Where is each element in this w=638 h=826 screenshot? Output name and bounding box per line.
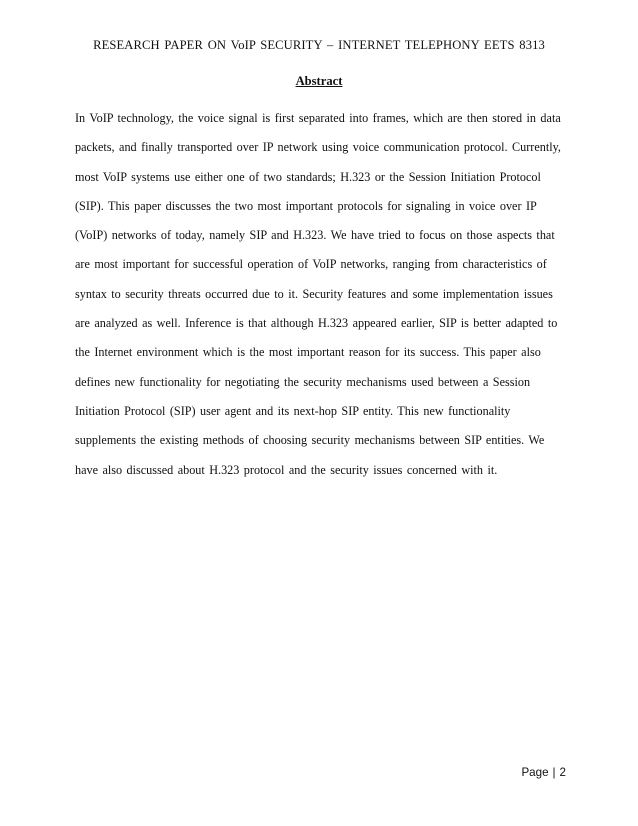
abstract-line: syntax to security threats occurred due to it. Security features and some implementation issues [75, 286, 553, 301]
abstract-body [75, 104, 570, 485]
abstract-line: most VoIP systems use either one of two standards; H.323 or the Session Initiation Protocol [75, 169, 541, 184]
page-footer [521, 766, 566, 779]
page-separator: | [552, 766, 556, 779]
abstract-line: (VoIP) networks of today, namely SIP and H.323. We have tried to focus on those aspects that [75, 228, 555, 243]
abstract-line: the Internet environment which is the most important reason for its success. This paper also [75, 345, 541, 360]
abstract-heading: Abstract [295, 74, 343, 88]
page-label: Page [521, 766, 549, 779]
abstract-line: packets, and finally transported over IP network using voice communication protocol. Currently, [75, 140, 561, 155]
page-number: 2 [559, 766, 566, 779]
abstract-line: have also discussed about H.323 protocol and the security issues concerned with it. [75, 462, 498, 477]
abstract-line: Initiation Protocol (SIP) user agent and its next-hop SIP entity. This new functionality [75, 403, 511, 418]
abstract-line: defines new functionality for negotiating the security mechanisms used between a Session [75, 374, 531, 389]
abstract-line: are analyzed as well. Inference is that although H.323 appeared earlier, SIP is better adapted to [75, 316, 558, 331]
abstract-line: (SIP). This paper discusses the two most important protocols for signaling in voice over IP [75, 198, 537, 213]
abstract-line: In VoIP technology, the voice signal is first separated into frames, which are then stored in data [75, 111, 561, 125]
abstract-line: supplements the existing methods of choosing security mechanisms between SIP entities. We [75, 433, 545, 448]
running-header: RESEARCH PAPER ON VoIP SECURITY – INTERNET TELEPHONY EETS 8313 [93, 38, 545, 52]
abstract-line: are most important for successful operation of VoIP networks, ranging from characteristics of [75, 257, 547, 272]
